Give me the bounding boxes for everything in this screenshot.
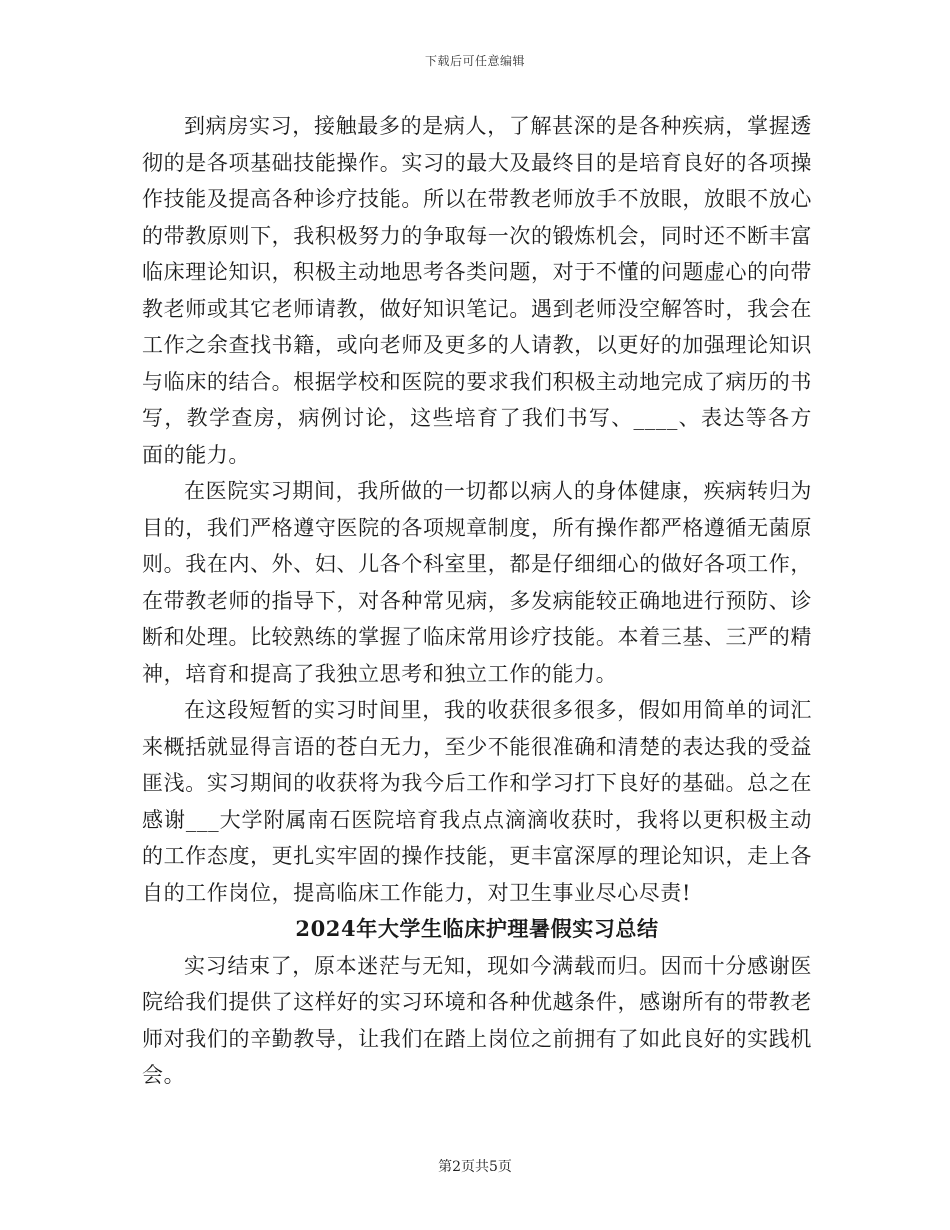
page-header-note: 下载后可任意编辑 <box>424 54 525 68</box>
page-number: 第2页共5页 <box>438 1159 512 1175</box>
document-body <box>142 108 812 1094</box>
body-paragraph-2: 在医院实习期间，我所做的一切都以病人的身体健康，疾病转归为目的，我们严格遵守医院的各项规章制度，所有操作都严格遵循无菌原则。我在内、外、妇、儿各个科室里，都是仔细细心的做好各项工作，在带教老师的指导下，对各种常见病，多发病能较正确地进行预防、诊断和处理。比较熟练的掌握了临床常用诊疗技能。本着三基、三严的精神，培育和提高了我独立思考和独立工作的能力。 <box>142 479 812 686</box>
section-paragraph-1: 实习结束了，原本迷茫与无知，现如今满载而归。因而十分感谢医院给我们提供了这样好的实习环境和各种优越条件，感谢所有的带教老师对我们的辛勤教导，让我们在踏上岗位之前拥有了如此良好的实践机会。 <box>142 953 812 1087</box>
section-title: 2024年大学生临床护理暑假实习总结 <box>295 916 659 941</box>
body-paragraph-1: 到病房实习，接触最多的是病人，了解甚深的是各种疾病，掌握透彻的是各项基础技能操作。实习的最大及最终目的是培育良好的各项操作技能及提高各种诊疗技能。所以在带教老师放手不放眼，放眼不放心的带教原则下，我积极努力的争取每一次的锻炼机会，同时还不断丰富临床理论知识，积极主动地思考各类问题，对于不懂的问题虚心的向带教老师或其它老师请教，做好知识笔记。遇到老师没空解答时，我会在工作之余查找书籍，或向老师及更多的人请教，以更好的加强理论知识与临床的结合。根据学校和医院的要求我们积极主动地完成了病历的书写，教学查房，病例讨论，这些培育了我们书写、____、表达等各方面的能力。 <box>142 114 812 467</box>
body-paragraph-3: 在这段短暂的实习时间里，我的收获很多很多，假如用简单的词汇来概括就显得言语的苍白无力，至少不能很准确和清楚的表达我的受益匪浅。实习期间的收获将为我今后工作和学习打下良好的基础。总之在感谢___大学附属南石医院培育我点点滴滴收获时，我将以更积极主动的工作态度，更扎实牢固的操作技能，更丰富深厚的理论知识，走上各自的工作岗位，提高临床工作能力，对卫生事业尽心尽责! <box>142 698 812 905</box>
